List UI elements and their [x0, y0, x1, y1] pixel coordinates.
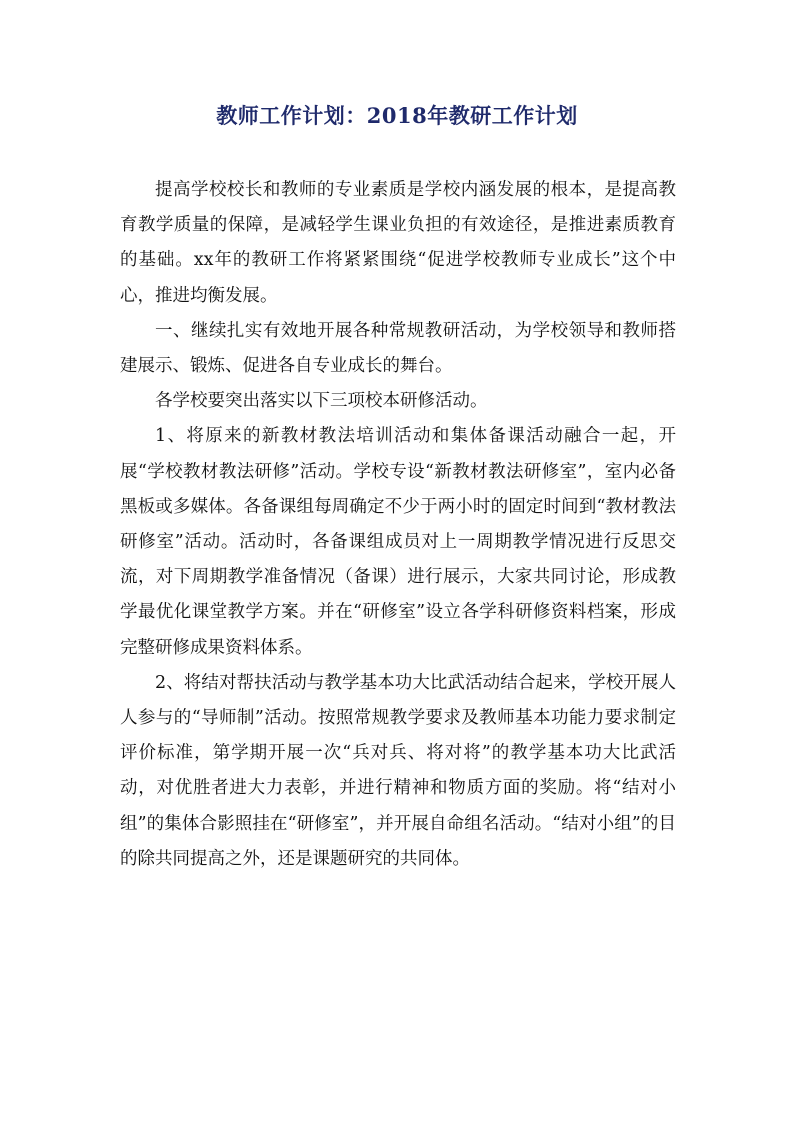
- paragraph-section-one: 一、继续扎实有效地开展各种常规教研活动，为学校领导和教师搭建展示、锻炼、促进各自专业成长的舞台。: [120, 320, 676, 377]
- document-title: 教师工作计划：2018年教研工作计划: [216, 103, 578, 128]
- paragraph-item-two: 2、将结对帮扶活动与教学基本功大比武活动结合起来，学校开展人人参与的“导师制”活动。按照常规教学要求及教师基本功能力要求制定评价标准，第学期开展一次“兵对兵、将对将”的教学基本功大比武活动，对优胜者进大力表彰，并进行精神和物质方面的奖励。将“结对小组”的集体合影照挂在“研修室”，并开展自命组名活动。“结对小组”的目的除共同提高之外，还是课题研究的共同体。: [120, 672, 676, 869]
- document-body: [120, 173, 676, 877]
- paragraph-intro: 提高学校校长和教师的专业素质是学校内涵发展的根本，是提高教育教学质量的保障，是减轻学生课业负担的有效途径，是推进素质教育的基础。xx年的教研工作将紧紧围绕“促进学校教师专业成长”这个中心，推进均衡发展。: [120, 180, 676, 306]
- paragraph-item-one: 1、将原来的新教材教法培训活动和集体备课活动融合一起，开展“学校教材教法研修”活动。学校专设“新教材教法研修室”，室内必备黑板或多媒体。各备课组每周确定不少于两小时的固定时间到“教材教法研修室”活动。活动时，各备课组成员对上一周期教学情况进行反思交流，对下周期教学准备情况（备课）进行展示，大家共同讨论，形成教学最优化课堂教学方案。并在“研修室”设立各学科研修资料档案，形成完整研修成果资料体系。: [120, 426, 676, 658]
- paragraph-three-activities: 各学校要突出落实以下三项校本研修活动。: [155, 391, 488, 412]
